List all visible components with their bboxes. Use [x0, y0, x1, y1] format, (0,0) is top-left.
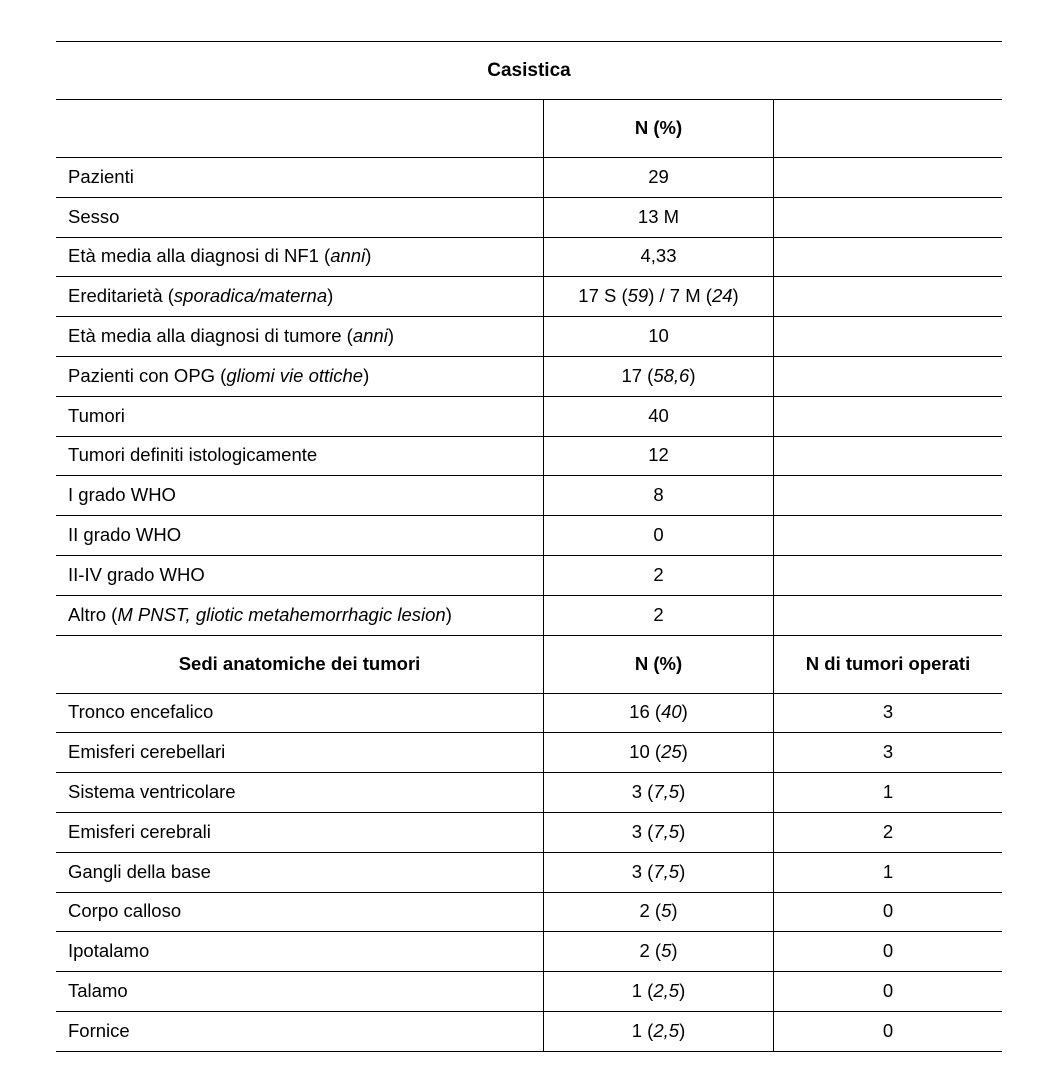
table-row [56, 475, 1002, 515]
row-count [543, 237, 773, 277]
row-label [56, 555, 543, 595]
header2-col3: N di tumori operati [773, 635, 1002, 693]
table-row [56, 812, 1002, 852]
site-label-segment: Talamo [68, 980, 128, 1002]
row-label [56, 396, 543, 436]
row-count [543, 197, 773, 237]
row-count [543, 396, 773, 436]
site-count [543, 772, 773, 812]
header2-col2: N (%) [543, 635, 773, 693]
table-row [56, 237, 1002, 277]
site-count-segment: 3 ( [631, 860, 654, 882]
header1-col2: N (%) [543, 99, 773, 157]
table-row [56, 693, 1002, 733]
site-count-segment: 5 [661, 900, 672, 922]
table-row [56, 1011, 1002, 1051]
table-title: Casistica [487, 59, 571, 81]
site-count-segment: 2 ( [639, 900, 662, 922]
site-count-segment: 40 [661, 701, 682, 723]
site-label [56, 971, 543, 1011]
table-row [56, 356, 1002, 396]
row-operated [773, 276, 1002, 316]
site-label-segment: Ipotalamo [68, 940, 150, 962]
site-label [56, 693, 543, 733]
row-count [543, 157, 773, 197]
row-count-segment: 58,6 [653, 364, 690, 386]
row-count-segment: ) [732, 285, 739, 307]
table-row [56, 892, 1002, 932]
site-count-segment: 16 ( [629, 701, 662, 723]
row-label-segment: gliomi vie ottiche [226, 364, 364, 386]
site-count-segment: 3 ( [631, 820, 654, 842]
row-count-segment: 24 [711, 285, 733, 307]
site-count [543, 812, 773, 852]
row-count-segment: 40 [648, 404, 669, 426]
site-label [56, 732, 543, 772]
row-count-segment: 12 [648, 444, 669, 466]
table-row [56, 852, 1002, 892]
site-count [543, 852, 773, 892]
row-label [56, 475, 543, 515]
header-row-1 [56, 99, 1002, 157]
table-row [56, 595, 1002, 635]
row-label [56, 595, 543, 635]
site-count-segment: 1 ( [631, 1019, 654, 1041]
site-operated: 0 [773, 1011, 1002, 1051]
site-count-segment: 10 ( [629, 741, 662, 763]
row-label [56, 316, 543, 356]
row-label-segment: Tumori definiti istologicamente [68, 444, 318, 466]
row-count [543, 595, 773, 635]
row-count [543, 515, 773, 555]
row-label-segment: ) [363, 364, 370, 386]
table-row [56, 772, 1002, 812]
site-operated: 2 [773, 812, 1002, 852]
row-label-segment: ) [387, 325, 395, 347]
row-label-segment: M PNST, gliotic metahemorrhagic lesion [117, 603, 446, 625]
row-count [543, 276, 773, 316]
row-count-segment: 13 M [637, 205, 680, 227]
site-count-segment: ) [679, 820, 686, 842]
row-label-segment: Età media alla diagnosi di NF1 ( [68, 245, 331, 267]
table-row [56, 515, 1002, 555]
site-operated: 3 [773, 732, 1002, 772]
row-operated [773, 197, 1002, 237]
table-row [56, 931, 1002, 971]
site-count [543, 693, 773, 733]
site-label [56, 772, 543, 812]
site-count-segment: ) [681, 741, 688, 763]
site-count-segment: ) [679, 980, 686, 1002]
site-count-segment: 5 [661, 940, 672, 962]
site-count-segment: ) [671, 940, 678, 962]
row-label-segment: II-IV grado WHO [68, 563, 205, 585]
row-count-segment: 0 [653, 524, 664, 546]
site-label-segment: Emisferi cerebrali [68, 820, 211, 842]
site-operated: 1 [773, 852, 1002, 892]
site-label-segment: Emisferi cerebellari [68, 741, 226, 763]
site-label [56, 852, 543, 892]
site-count-segment: ) [679, 860, 686, 882]
site-count-segment: 2,5 [653, 980, 680, 1002]
row-count [543, 356, 773, 396]
site-label-segment: Fornice [68, 1019, 130, 1041]
row-count [543, 436, 773, 476]
site-operated: 0 [773, 892, 1002, 932]
row-count-segment: 2 [653, 563, 664, 585]
row-label [56, 237, 543, 277]
top-rule [56, 41, 1002, 42]
row-count-segment: 17 ( [621, 364, 654, 386]
row-label [56, 276, 543, 316]
row-label-segment: Pazienti [68, 165, 134, 187]
row-label-segment: I grado WHO [68, 484, 176, 506]
site-label [56, 931, 543, 971]
row-label-segment: anni [352, 325, 388, 347]
header2-col1: Sedi anatomiche dei tumori [178, 652, 421, 674]
site-count-segment: 7,5 [653, 820, 680, 842]
site-operated: 0 [773, 931, 1002, 971]
row-count-segment: 17 S ( [578, 285, 628, 307]
row-label [56, 197, 543, 237]
site-count-segment: 7,5 [653, 781, 680, 803]
row-count-segment: 10 [648, 325, 669, 347]
row-operated [773, 356, 1002, 396]
row-operated [773, 595, 1002, 635]
row-label-segment: Pazienti con OPG ( [68, 364, 227, 386]
row-count-segment: 4,33 [640, 245, 677, 267]
site-count-segment: 7,5 [653, 860, 680, 882]
row-count-segment: 2 [653, 603, 664, 625]
site-label [56, 892, 543, 932]
row-label-segment: ) [365, 245, 372, 267]
row-label-segment: anni [330, 245, 366, 267]
row-label-segment: Età media alla diagnosi di tumore ( [68, 325, 353, 347]
site-count [543, 892, 773, 932]
row-label-segment: II grado WHO [68, 524, 182, 546]
row-count-segment: ) [689, 364, 696, 386]
row-label [56, 515, 543, 555]
row-label-segment: sporadica/materna [173, 285, 328, 307]
row-count [543, 316, 773, 356]
row-count-segment: ) / 7 M ( [648, 285, 712, 307]
site-label-segment: Sistema ventricolare [68, 781, 236, 803]
site-count [543, 732, 773, 772]
row-label [56, 436, 543, 476]
row-label-segment: Ereditarietà ( [68, 285, 174, 307]
site-count [543, 971, 773, 1011]
site-operated: 0 [773, 971, 1002, 1011]
table-row [56, 555, 1002, 595]
site-count-segment: 25 [661, 741, 682, 763]
site-count-segment: 2 ( [639, 940, 662, 962]
row-operated [773, 515, 1002, 555]
site-label-segment: Gangli della base [68, 860, 211, 882]
site-count-segment: 1 ( [631, 980, 654, 1002]
site-count [543, 931, 773, 971]
row-operated [773, 316, 1002, 356]
row-operated [773, 436, 1002, 476]
row-operated [773, 555, 1002, 595]
site-count-segment: ) [679, 1019, 686, 1041]
row-label-segment: ) [327, 285, 334, 307]
row-count [543, 475, 773, 515]
site-operated: 1 [773, 772, 1002, 812]
row-label-segment: Altro ( [68, 603, 118, 625]
site-operated: 3 [773, 693, 1002, 733]
site-count-segment: 3 ( [631, 781, 654, 803]
table-row [56, 436, 1002, 476]
row-label-segment: ) [445, 603, 452, 625]
table-row [56, 971, 1002, 1011]
row-label-segment: Sesso [68, 205, 120, 227]
row-count-segment: 29 [648, 165, 669, 187]
site-count [543, 1011, 773, 1051]
row-label-segment: Tumori [68, 404, 125, 426]
row-count-segment: 8 [653, 484, 664, 506]
row-label [56, 157, 543, 197]
site-count-segment: ) [671, 900, 678, 922]
header1-col3 [773, 99, 1002, 157]
table-row [56, 316, 1002, 356]
site-label [56, 1011, 543, 1051]
table-row [56, 396, 1002, 436]
row-operated [773, 157, 1002, 197]
header1-col1 [56, 99, 543, 157]
site-label-segment: Corpo calloso [68, 900, 182, 922]
site-count-segment: ) [681, 701, 688, 723]
site-count-segment: ) [679, 781, 686, 803]
row-operated [773, 475, 1002, 515]
site-count-segment: 2,5 [653, 1019, 680, 1041]
site-label-segment: Tronco encefalico [68, 701, 214, 723]
table-row [56, 197, 1002, 237]
table-row [56, 157, 1002, 197]
row-label [56, 356, 543, 396]
site-label [56, 812, 543, 852]
row-count [543, 555, 773, 595]
row-operated [773, 237, 1002, 277]
row-operated [773, 396, 1002, 436]
header-row-2 [56, 635, 1002, 693]
row-count-segment: 59 [627, 285, 649, 307]
table-row [56, 276, 1002, 316]
table-row [56, 732, 1002, 772]
row-rule [56, 1051, 1002, 1052]
